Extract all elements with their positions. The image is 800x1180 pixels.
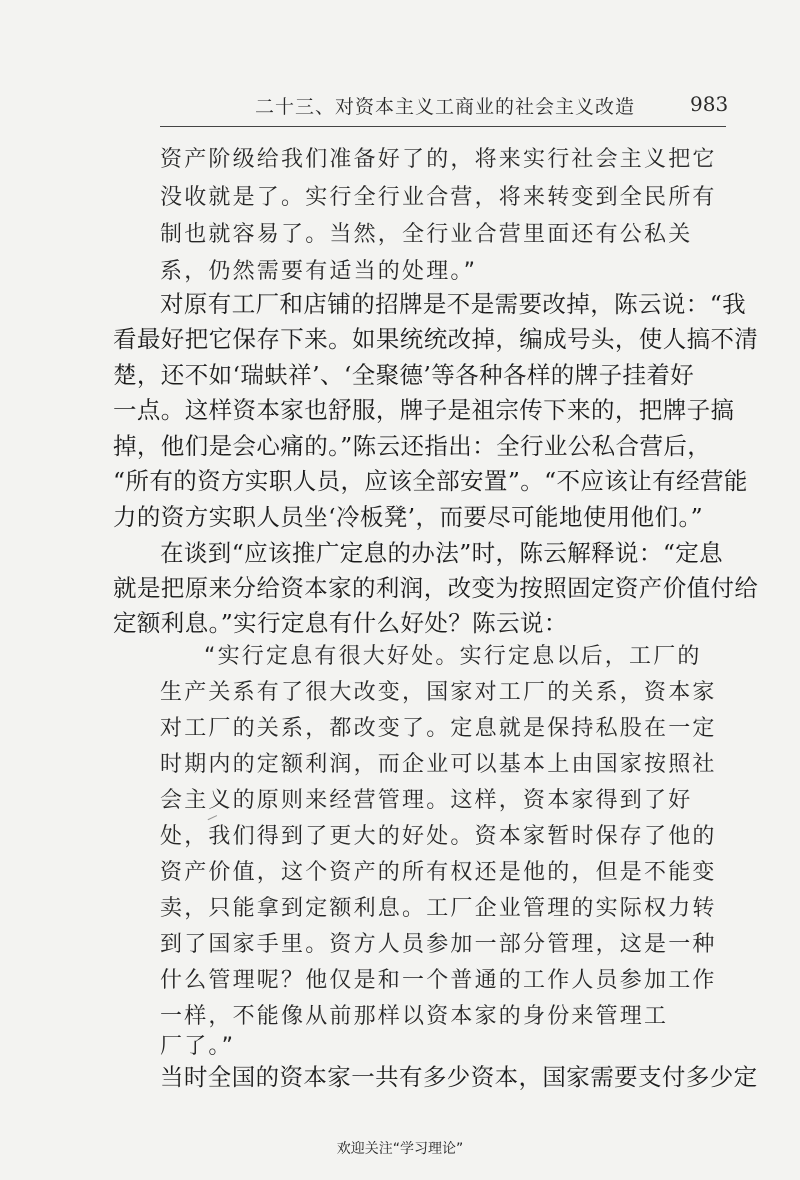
text-line-10: “所有的资方实职人员，应该全部安置”。“不应该让有经营能 [113, 467, 748, 495]
text-line-27: 当时全国的资本家一共有多少资本，国家需要支付多少定 [160, 1063, 758, 1091]
text-line-5: 对原有工厂和店铺的招牌是不是需要改掉，陈云说：“我 [160, 290, 747, 318]
text-line-2: 没收就是了。实行全行业合营，将来转变到全民所有 [160, 185, 717, 210]
text-line-26: 厂了。” [160, 1034, 236, 1059]
text-line-13: 就是把原来分给资本家的利润，改变为按照固定资产价值付给 [113, 574, 759, 602]
text-line-6: 看最好把它保存下来。如果统统改掉，编成号头，使人搞不清 [113, 325, 759, 353]
text-line-8: 一点。这样资本家也舒服，牌子是祖宗传下来的，把牌子搞 [113, 396, 735, 424]
text-line-12: 在谈到“应该推广定息的办法”时，陈云解释说：“定息 [160, 539, 724, 567]
running-header-title: 二十三、对资本主义工商业的社会主义改造 [255, 96, 636, 118]
text-line-21: 资产价值，这个资产的所有权还是他的，但是不能变 [160, 860, 717, 885]
header-rule [160, 126, 726, 127]
footer-watermark: 欢迎关注“学习理论” [336, 1141, 464, 1157]
text-line-3: 制也就容易了。当然，全行业合营里面还有公私关 [160, 222, 693, 247]
text-line-23: 到了国家手里。资方人员参加一部分管理，这是一种 [160, 932, 717, 957]
text-line-17: 对工厂的关系，都改变了。定息就是保持私股在一定 [160, 716, 717, 741]
text-line-22: 卖，只能拿到定额利息。工厂企业管理的实际权力转 [160, 896, 717, 921]
text-line-20: 处，我们得到了更大的好处。资本家暂时保存了他的 [160, 824, 717, 849]
text-line-7: 楚，还不如‘瑞蚨祥’、‘全聚德’等各种各样的牌子挂着好 [113, 361, 695, 389]
text-line-14: 定额利息。”实行定息有什么好处？陈云说： [113, 609, 568, 637]
text-line-11: 力的资方实职人员坐‘冷板凳’，而要尽可能地使用他们。” [113, 503, 704, 531]
text-line-4: 系，仍然需要有适当的处理。” [160, 259, 478, 284]
text-line-9: 掉，他们是会心痛的。”陈云还指出：全行业公私合营后， [113, 432, 712, 460]
page-number: 983 [690, 92, 729, 116]
text-line-25: 一样，不能像从前那样以资本家的身份来管理工 [160, 1004, 669, 1029]
text-line-15: “实行定息有很大好处。实行定息以后，工厂的 [204, 644, 702, 669]
text-line-19: 会主义的原则来经营管理。这样，资本家得到了好 [160, 788, 693, 813]
text-line-1: 资产阶级给我们准备好了的，将来实行社会主义把它 [160, 147, 717, 172]
text-line-18: 时期内的定额利润，而企业可以基本上由国家按照社 [160, 752, 717, 777]
text-line-24: 什么管理呢？他仅是和一个普通的工作人员参加工作 [160, 968, 717, 993]
text-line-16: 生产关系有了很大改变，国家对工厂的关系，资本家 [160, 680, 717, 705]
